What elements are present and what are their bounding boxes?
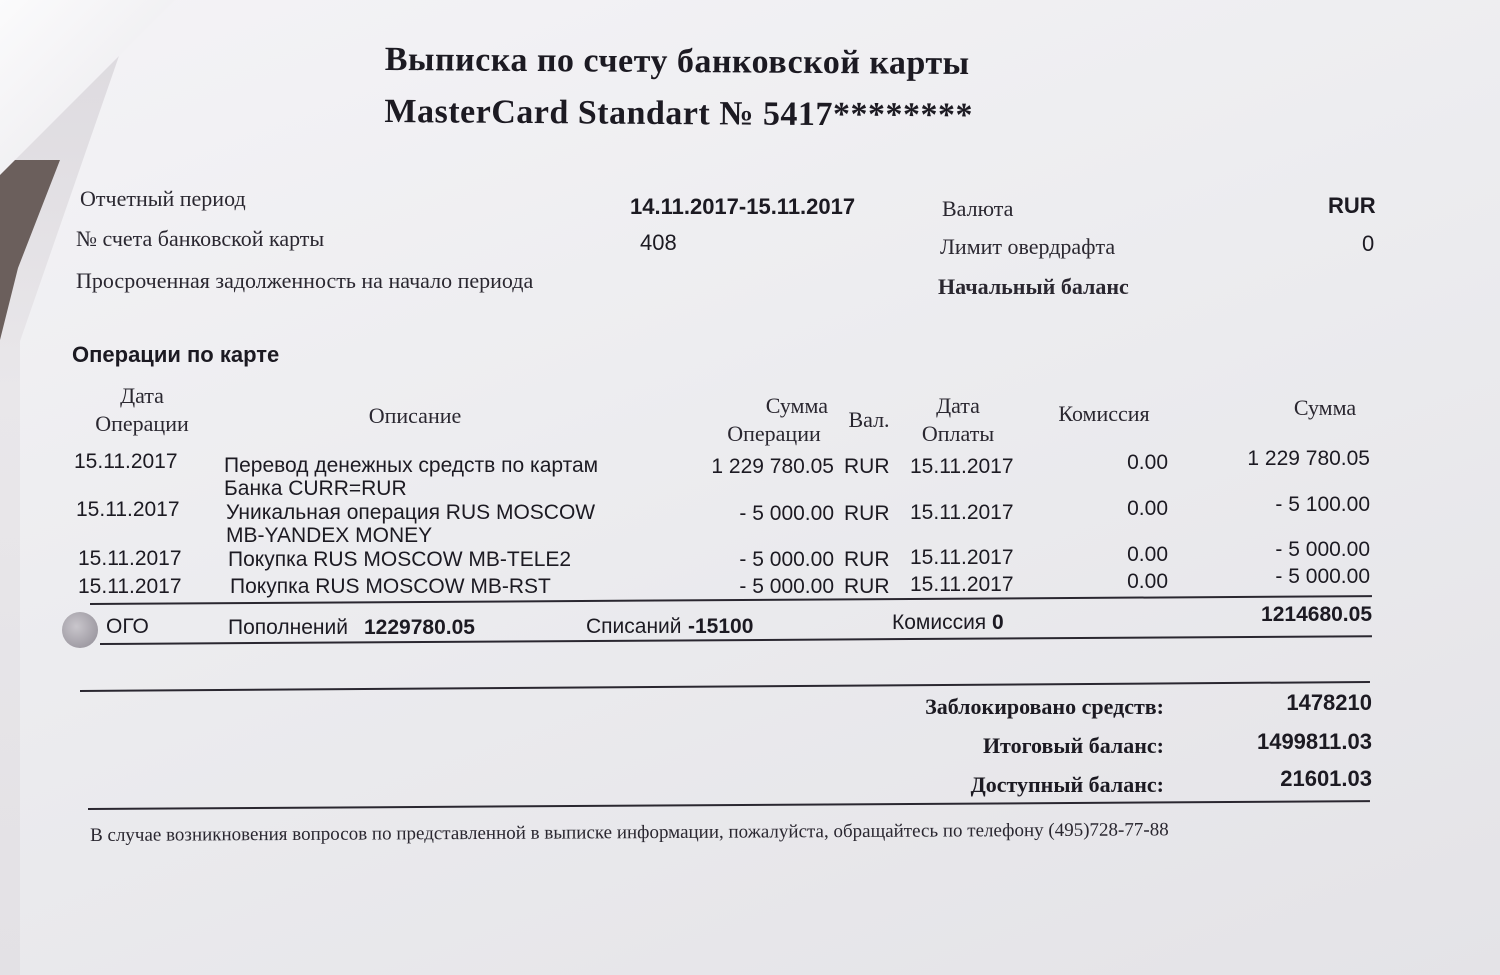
- row-2-pay-date: 15.11.2017: [910, 501, 1014, 524]
- account-value: 408: [640, 230, 677, 255]
- row-2-op-date: 15.11.2017: [76, 498, 180, 521]
- header-description: Описание: [368, 403, 462, 428]
- statement-title: [384, 34, 973, 142]
- row-4-pay-date: 15.11.2017: [910, 573, 1014, 596]
- row-4-op-amount: - 5 000.00: [739, 575, 834, 598]
- row-2-commission: 0.00: [1127, 497, 1168, 520]
- header-op-date-line1: Дата: [120, 383, 164, 408]
- currency-label: Валюта: [942, 196, 1014, 221]
- row-2-description-line1: Уникальная операция RUS MOSCOW: [226, 501, 596, 524]
- totals-debits-value: -15100: [688, 615, 754, 638]
- paper-stain: [62, 612, 98, 648]
- row-3-pay-date: 15.11.2017: [910, 546, 1014, 569]
- row-1-commission: 0.00: [1127, 451, 1168, 474]
- row-1-pay-date: 15.11.2017: [910, 455, 1014, 478]
- title-line-1: Выписка по счету банковской карты: [384, 40, 970, 83]
- row-3-currency: RUR: [844, 548, 890, 571]
- overdraft-value: 0: [1362, 231, 1375, 256]
- header-op-amount-line2: Операции: [727, 421, 821, 446]
- totals-commission-value: 0: [992, 611, 1004, 634]
- totals-credits-label: Пополнений: [228, 616, 348, 639]
- row-2-currency: RUR: [844, 502, 890, 525]
- header-currency: Вал.: [848, 407, 890, 432]
- row-2-amount: - 5 100.00: [1275, 493, 1370, 516]
- blocked-funds-value: 1478210: [1286, 690, 1372, 715]
- totals-label: ОГО: [106, 615, 149, 638]
- row-1-amount: 1 229 780.05: [1247, 447, 1370, 470]
- row-3-op-amount: - 5 000.00: [739, 548, 834, 571]
- opening-balance-label: Начальный баланс: [938, 274, 1129, 299]
- row-2-op-amount: - 5 000.00: [739, 502, 834, 525]
- account-label: № счета банковской карты: [76, 226, 325, 251]
- totals-amount-value: 1214680.05: [1261, 603, 1372, 626]
- row-3-amount: - 5 000.00: [1275, 538, 1370, 561]
- available-balance-value: 21601.03: [1280, 766, 1372, 791]
- row-4-currency: RUR: [844, 575, 890, 598]
- header-op-date: [84, 382, 200, 438]
- row-1-op-amount: 1 229 780.05: [711, 455, 834, 478]
- totals-debits-label: Списаний: [586, 615, 682, 638]
- header-amount: Сумма: [1293, 395, 1357, 420]
- row-3-description-line1: Покупка RUS MOSCOW MB-TELE2: [228, 548, 572, 571]
- header-commission: Комиссия: [1058, 401, 1150, 426]
- row-3-commission: 0.00: [1127, 543, 1168, 566]
- contact-note: В случае возникновения вопросов по представленной в выписке информации, пожалуйста, обращайтесь по телефону (495)728-77-88: [90, 819, 1169, 846]
- totals-credits-value: 1229780.05: [364, 616, 475, 639]
- overdue-label: Просроченная задолженность на начало периода: [76, 268, 534, 293]
- final-balance-label: Итоговый баланс:: [982, 733, 1164, 758]
- row-1-op-date: 15.11.2017: [74, 450, 178, 473]
- currency-value: RUR: [1328, 193, 1376, 218]
- row-1-currency: RUR: [844, 455, 890, 478]
- row-4-commission: 0.00: [1127, 570, 1168, 593]
- row-1-description-line2: Банка CURR=RUR: [224, 477, 407, 500]
- header-pay-date-line2: Оплаты: [921, 421, 995, 446]
- header-op-date-line2: Операции: [95, 411, 189, 436]
- available-balance-label: Доступный баланс:: [970, 772, 1164, 797]
- row-4-amount: - 5 000.00: [1275, 565, 1370, 588]
- header-op-amount-line1: Сумма: [765, 393, 828, 418]
- totals-commission-label: Комиссия: [892, 611, 987, 634]
- title-line-2: MasterCard Standart № 5417********: [384, 92, 974, 135]
- row-2-description-line2: MB-YANDEX MONEY: [226, 524, 433, 547]
- header-pay-date: [908, 392, 1008, 448]
- row-3-op-date: 15.11.2017: [78, 547, 182, 570]
- period-label: Отчетный период: [80, 186, 246, 211]
- row-4-op-date: 15.11.2017: [78, 575, 182, 598]
- period-value: 14.11.2017-15.11.2017: [630, 194, 856, 219]
- operations-section-title: Операции по карте: [72, 342, 280, 367]
- row-4-description-line1: Покупка RUS MOSCOW MB-RST: [230, 575, 551, 598]
- final-balance-value: 1499811.03: [1256, 729, 1372, 754]
- header-op-amount: [714, 392, 834, 448]
- row-1-description-line1: Перевод денежных средств по картам: [224, 454, 599, 477]
- overdraft-label: Лимит овердрафта: [940, 234, 1116, 259]
- header-pay-date-line1: Дата: [936, 393, 980, 418]
- blocked-funds-label: Заблокировано средств:: [925, 694, 1164, 719]
